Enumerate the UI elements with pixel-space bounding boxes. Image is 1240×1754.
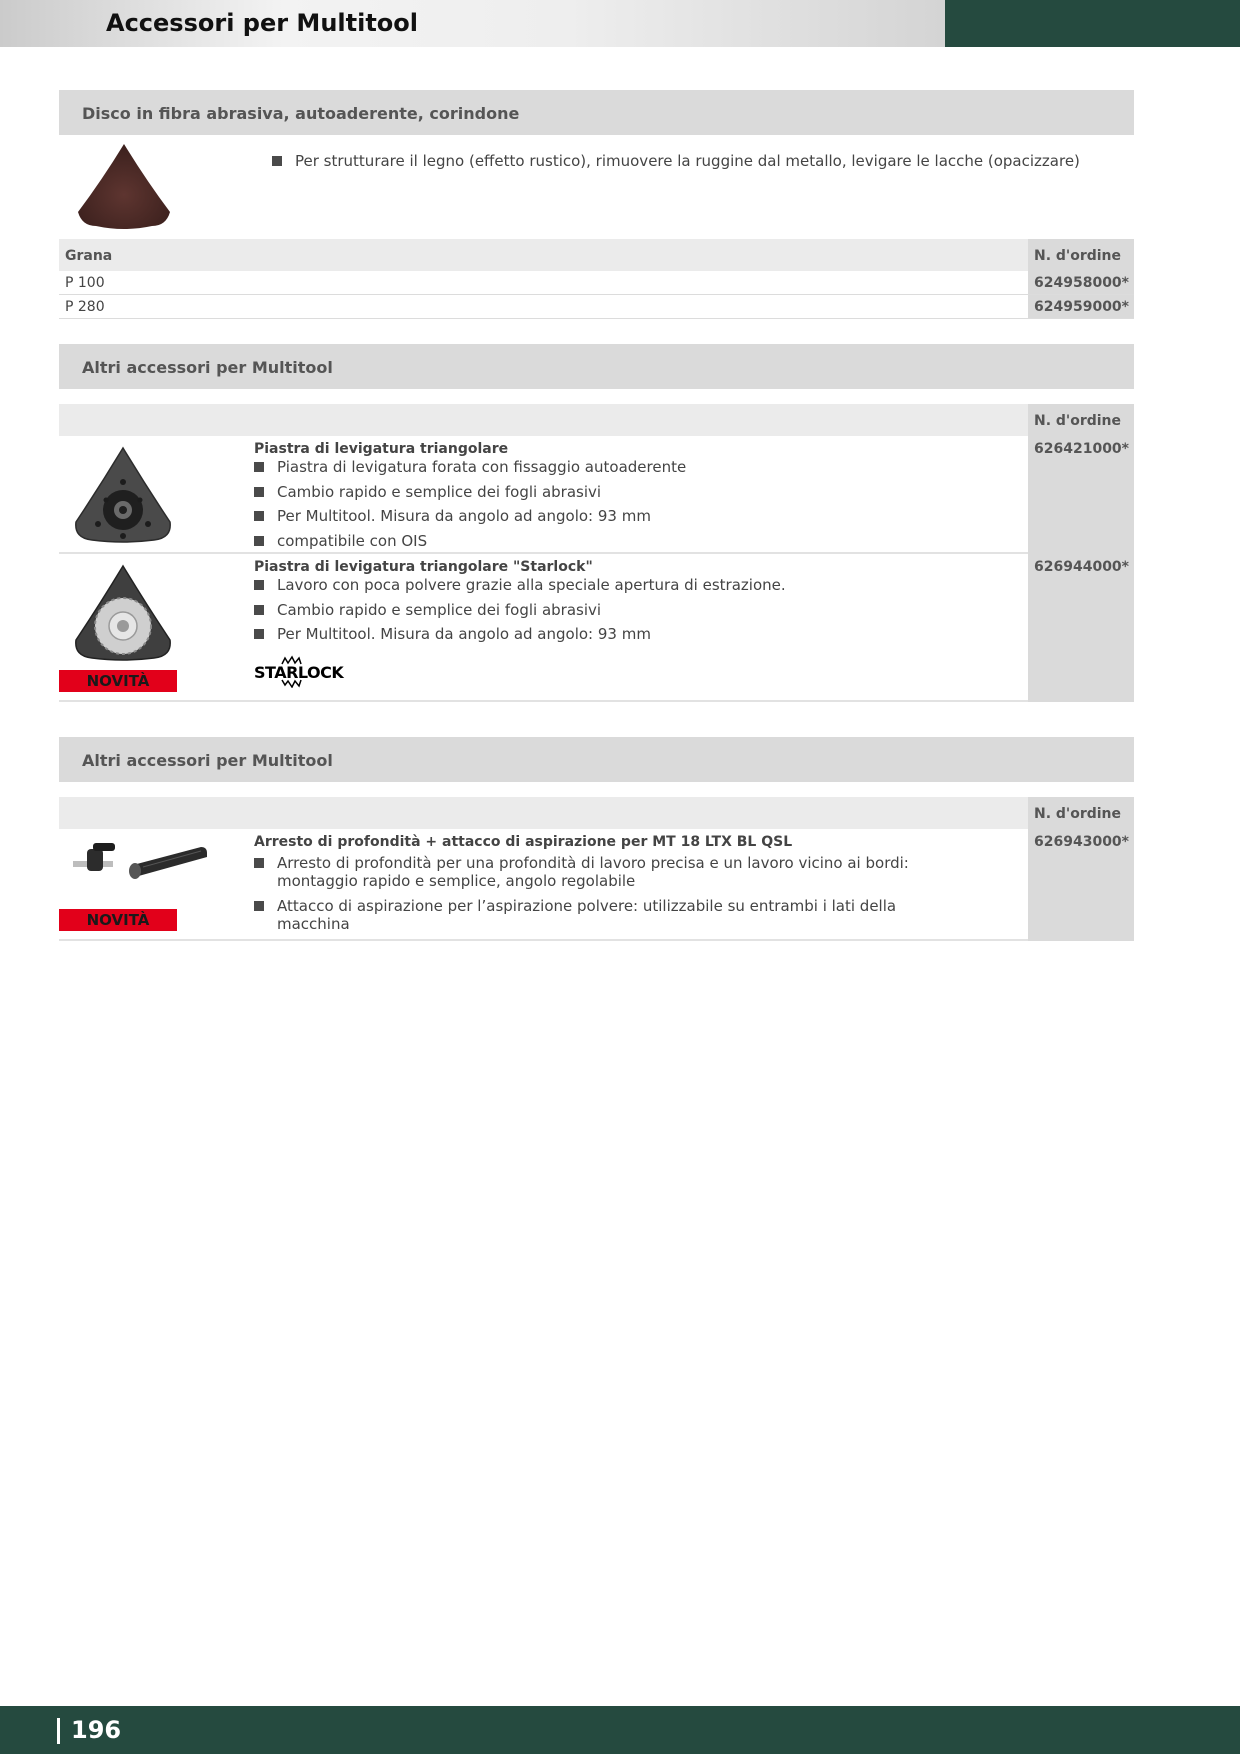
- order-number: 626421000*: [1034, 441, 1129, 457]
- order-cell-bg: [1028, 295, 1134, 318]
- order-number: 624958000*: [1034, 275, 1129, 291]
- order-number: 626944000*: [1034, 559, 1129, 575]
- accessories-table-header: [59, 797, 1134, 829]
- bullet-item: Cambio rapido e semplice dei fogli abrasivi: [254, 601, 786, 619]
- page-number: 196: [71, 1716, 122, 1744]
- starlock-logo-text: STARLOCK: [254, 663, 344, 682]
- product-name: Piastra di levigatura triangolare: [254, 441, 509, 457]
- bullet-item: Lavoro con poca polvere grazie alla speciale apertura di estrazione.: [254, 576, 786, 594]
- table-row: [59, 271, 1134, 295]
- section-heading-abrasive-disc: [59, 90, 1134, 135]
- page-title: Accessori per Multitool: [106, 9, 418, 37]
- product-name: Piastra di levigatura triangolare "Starlock": [254, 559, 593, 575]
- product-name: Arresto di profondità + attacco di aspirazione per MT 18 LTX BL QSL: [254, 834, 793, 850]
- section-title: Altri accessori per Multitool: [82, 358, 333, 377]
- novita-badge: NOVITÀ: [59, 909, 177, 931]
- bullet-item: Per Multitool. Misura da angolo ad angolo: 93 mm: [254, 507, 686, 525]
- abrasive-disc-image: [72, 140, 176, 230]
- product-bullets: [254, 576, 786, 650]
- bullet-item: Arresto di profondità per una profondità di lavoro precisa e un lavoro vicino ai bordi: montaggio rapido e semplice, angolo regolabile: [254, 854, 954, 890]
- starlock-logo: [252, 654, 347, 688]
- grana-cell: P 100: [65, 275, 105, 291]
- col-header-order: N. d'ordine: [1034, 413, 1122, 429]
- bullet-item: Piastra di levigatura forata con fissaggio autoaderente: [254, 458, 686, 476]
- product-bullets: [254, 458, 686, 556]
- product-row-sanding-plate: [59, 436, 1134, 554]
- page-header: [0, 0, 1240, 47]
- order-col-header: [1028, 797, 1134, 829]
- product-bullets: [254, 854, 954, 939]
- table-row: [59, 295, 1134, 319]
- order-number: 626943000*: [1034, 834, 1129, 850]
- order-cell-bg: [1028, 554, 1134, 702]
- section-heading-other-accessories-2: [59, 737, 1134, 782]
- grana-table-header: [59, 239, 1134, 271]
- order-number: 624959000*: [1034, 299, 1129, 315]
- accessories-table-header: [59, 404, 1134, 436]
- starlock-plate-image: [68, 560, 178, 664]
- section-heading-other-accessories: [59, 344, 1134, 389]
- footer-divider: [57, 1718, 60, 1744]
- order-col-header: [1028, 404, 1134, 436]
- product-row-sanding-plate-starlock: [59, 554, 1134, 702]
- order-cell-bg: [1028, 829, 1134, 941]
- col-header-order: N. d'ordine: [1034, 806, 1122, 822]
- bullet-item: compatibile con OIS: [254, 532, 686, 550]
- product-row-depth-stop: [59, 829, 1134, 941]
- col-header-order: N. d'ordine: [1034, 248, 1122, 264]
- bullet-item: Per Multitool. Misura da angolo ad angolo: 93 mm: [254, 625, 786, 643]
- grana-cell: P 280: [65, 299, 105, 315]
- header-brand-block: [945, 0, 1240, 47]
- section-title: Altri accessori per Multitool: [82, 751, 333, 770]
- page-footer: [0, 1706, 1240, 1754]
- bullet-item: Cambio rapido e semplice dei fogli abrasivi: [254, 483, 686, 501]
- order-col-header: [1028, 239, 1134, 271]
- novita-badge: NOVITÀ: [59, 670, 177, 692]
- section-title: Disco in fibra abrasiva, autoaderente, corindone: [82, 104, 520, 123]
- abrasive-disc-bullets: [272, 152, 1080, 177]
- order-cell-bg: [1028, 271, 1134, 294]
- col-header-grana: Grana: [65, 248, 113, 264]
- depth-stop-image: [73, 839, 208, 889]
- sanding-plate-image: [68, 442, 178, 546]
- order-cell-bg: [1028, 436, 1134, 554]
- bullet-item: Per strutturare il legno (effetto rustico), rimuovere la ruggine dal metallo, levigare le lacche (opacizzare): [272, 152, 1080, 170]
- bullet-item: Attacco di aspirazione per l’aspirazione polvere: utilizzabile su entrambi i lati della macchina: [254, 897, 954, 933]
